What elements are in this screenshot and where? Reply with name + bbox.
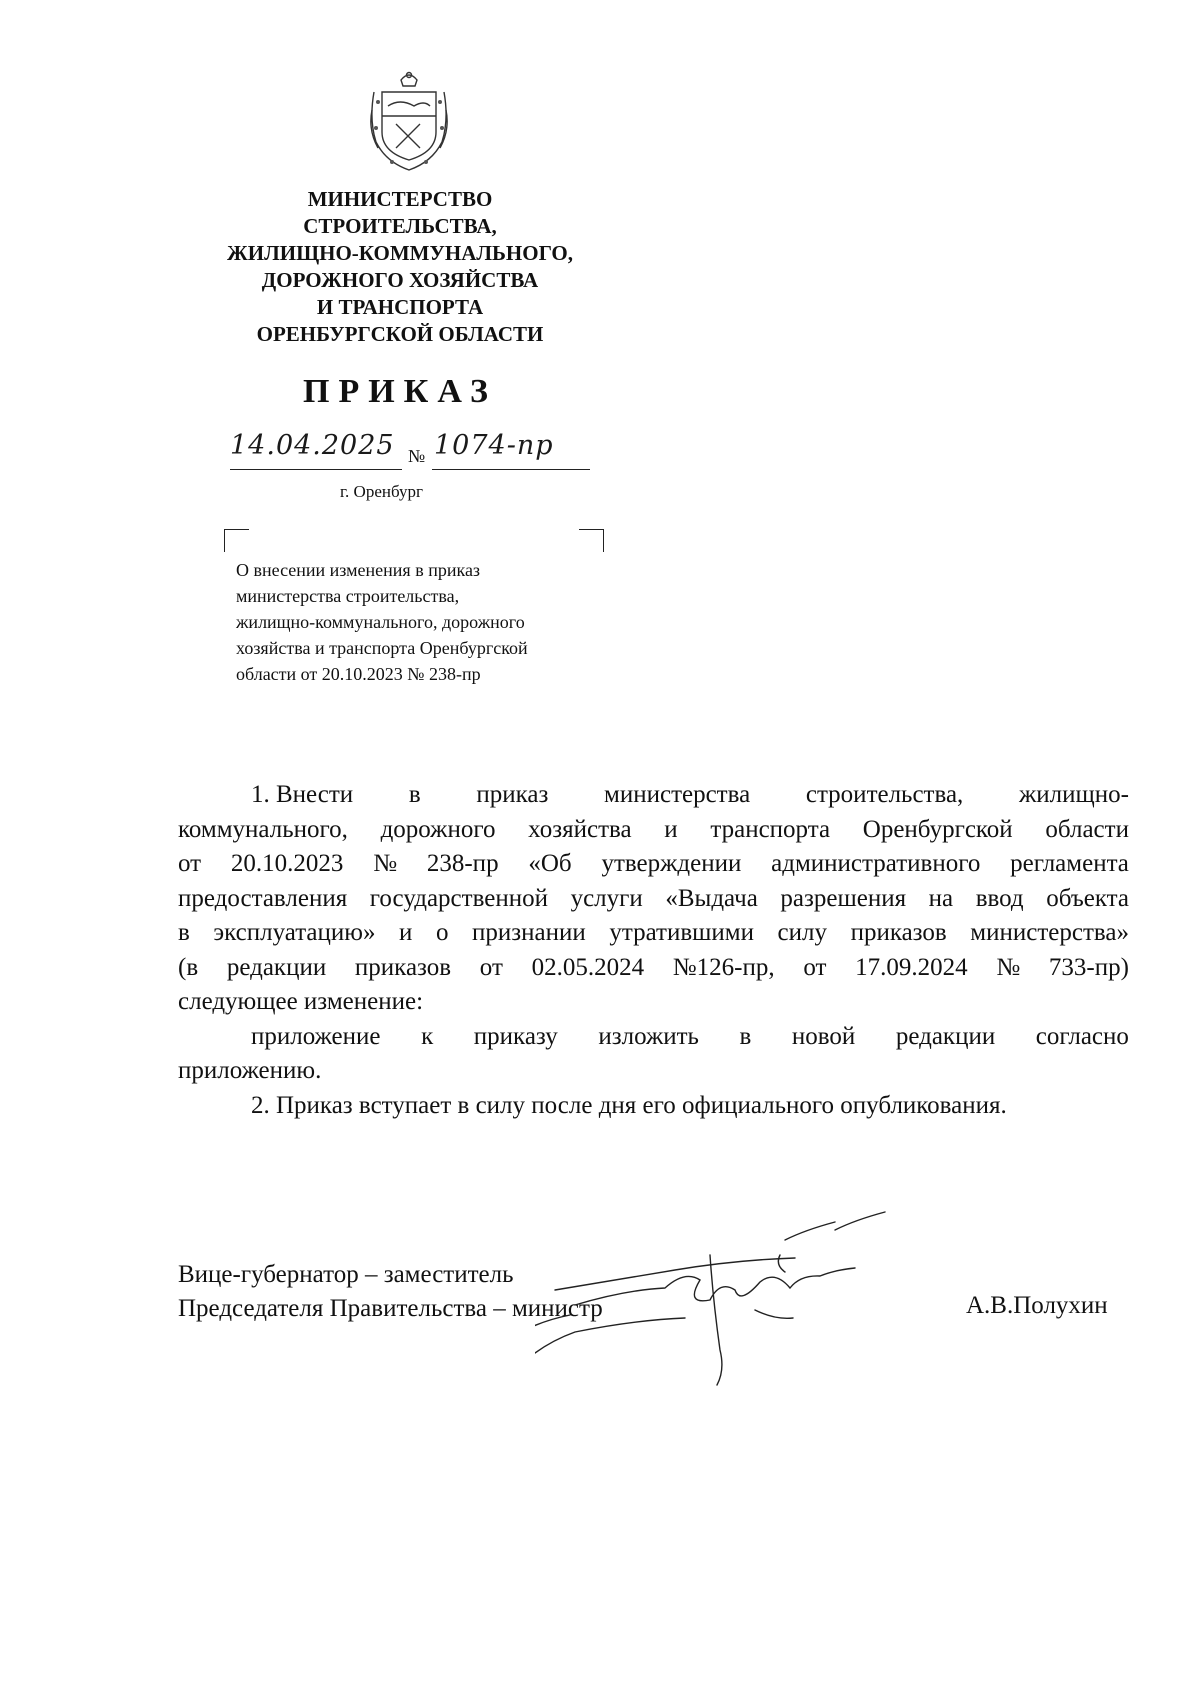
word: «Выдача [665, 884, 758, 912]
word: силу [777, 919, 827, 946]
word: новой [791, 1022, 856, 1050]
word: к [421, 1022, 434, 1050]
handwritten-date: 14.04.2025 [230, 430, 395, 461]
word: от [803, 953, 827, 981]
word: приказов [850, 919, 947, 946]
word: от [479, 953, 503, 981]
word: и [399, 919, 413, 946]
word: 1. Внести [251, 781, 354, 808]
word: предоставления [178, 884, 348, 912]
word: редакции [226, 953, 327, 981]
subject-line: жилищно-коммунального, дорожного [236, 612, 525, 632]
word: 20.10.2023 [230, 850, 344, 877]
paragraph-1b [178, 1020, 1129, 1089]
word: жилищно- [1018, 781, 1129, 808]
word: согласно [1035, 1022, 1129, 1050]
ministry-line: ОРЕНБУРГСКОЙ ОБЛАСТИ [256, 322, 544, 346]
paragraph-1 [178, 778, 1129, 1020]
paragraph-line [178, 847, 1129, 882]
number-underline [432, 469, 590, 470]
word: изложить [598, 1022, 699, 1050]
ministry-line: ДОРОЖНОГО ХОЗЯЙСТВА [261, 268, 539, 292]
word: от [178, 850, 202, 877]
word: о [435, 919, 449, 946]
word: редакции [895, 1022, 996, 1050]
word: «Об [528, 850, 572, 877]
word: (в [178, 953, 199, 981]
coat-of-arms-icon [368, 70, 450, 172]
handwritten-signature [535, 1210, 935, 1430]
word: строительства, [805, 781, 964, 808]
subject-line: хозяйства и транспорта Оренбургской [236, 638, 528, 658]
paragraph-2: 2. Приказ вступает в силу после дня его официального опубликования. [251, 1091, 1007, 1119]
word: в [178, 919, 190, 946]
word: дорожного [380, 815, 496, 843]
document-body [178, 778, 1129, 1123]
word: области [1045, 815, 1129, 843]
paragraph-line: приложению. [178, 1057, 322, 1084]
subject-bracket-left [224, 529, 249, 552]
word: коммунального, [178, 815, 348, 843]
ministry-line: И ТРАНСПОРТА [316, 295, 484, 319]
word: утверждении [601, 850, 742, 877]
word: признании [472, 919, 586, 946]
document-subject [236, 557, 616, 687]
word: ввод [975, 884, 1024, 912]
word: государственной [369, 884, 548, 912]
word: Оренбургской [862, 815, 1013, 843]
word: утратившими [609, 919, 754, 946]
word: № [373, 850, 398, 877]
word: 238-пр [426, 850, 499, 877]
ministry-line: ЖИЛИЩНО-КОММУНАЛЬНОГО, [226, 241, 574, 265]
paragraph-line [178, 778, 1129, 813]
word: услуги [570, 884, 643, 912]
city-label: г. Оренбург [340, 482, 423, 501]
word: транспорта [710, 815, 831, 843]
subject-line: области от 20.10.2023 № 238-пр [236, 664, 481, 684]
word: хозяйства [528, 815, 632, 843]
paragraph-line: следующее изменение: [178, 988, 424, 1015]
word: 733-пр) [1048, 953, 1129, 981]
word: приказов [354, 953, 452, 981]
signatory-name: А.В.Полухин [966, 1292, 1108, 1319]
word: № [996, 953, 1021, 981]
document-type-title: ПРИКАЗ [303, 373, 497, 410]
subject-bracket-right [579, 529, 604, 552]
word: приложение [251, 1022, 381, 1050]
word: и [664, 815, 678, 843]
word: 02.05.2024 [531, 953, 645, 981]
word: регламента [1010, 850, 1129, 877]
date-underline [230, 469, 402, 470]
paragraph-line [178, 882, 1129, 917]
ministry-line: СТРОИТЕЛЬСТВА, [303, 214, 497, 238]
ministry-name [180, 186, 620, 348]
handwritten-number: 1074-пр [434, 430, 554, 461]
paragraph-line [178, 813, 1129, 848]
word: приказ [476, 781, 549, 808]
position-line: Председателя Правительства – министр [178, 1295, 603, 1322]
paragraph-line [178, 951, 1129, 986]
word: разрешения [780, 884, 907, 912]
word: на [928, 884, 954, 912]
position-line: Вице-губернатор – заместитель [178, 1261, 514, 1288]
paragraph-line [178, 916, 1129, 951]
subject-line: О внесении изменения в приказ [236, 560, 481, 580]
word: объекта [1046, 884, 1129, 912]
paragraph-line [178, 1020, 1129, 1055]
word: №126-пр, [672, 953, 775, 981]
word: в [408, 781, 421, 808]
word: министерства» [970, 919, 1129, 946]
word: министерства [604, 781, 751, 808]
ministry-line: МИНИСТЕРСТВО [307, 187, 493, 211]
word: 17.09.2024 [855, 953, 968, 981]
word: эксплуатацию» [213, 919, 376, 946]
word: приказу [473, 1022, 558, 1050]
number-sign: № [408, 446, 426, 466]
word: административного [771, 850, 981, 877]
word: в [739, 1022, 752, 1050]
subject-line: министерства строительства, [236, 586, 460, 606]
